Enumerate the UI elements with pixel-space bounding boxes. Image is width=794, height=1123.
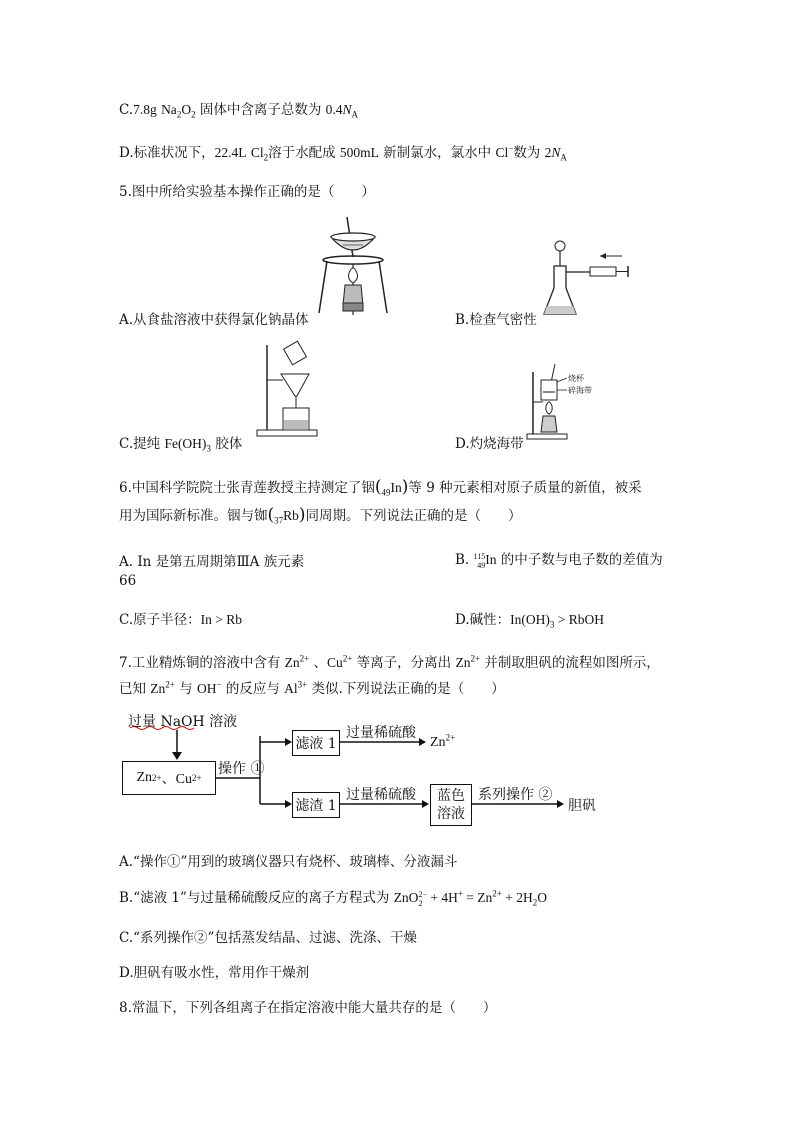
figure-filtration bbox=[253, 340, 323, 440]
figure-label-kelp: 碎海带 bbox=[568, 386, 592, 395]
q4-option-c: C.7.8g $Na_2O_2$ 固体中含离子总数为 $0.4N_A$ bbox=[119, 102, 359, 120]
q7-option-c: C.“系列操作②”包括蒸发结晶、过滤、洗涤、干燥 bbox=[119, 930, 417, 946]
q6-option-c: C.原子半径：In > Rb bbox=[119, 612, 243, 628]
figure-airtightness bbox=[540, 238, 632, 324]
flow-filtrate-box: 滤液 1 bbox=[292, 730, 340, 756]
q6-option-a: A. In 是第五周期第ⅢA 族元素 bbox=[119, 554, 305, 570]
q7-option-b: B.“滤液 1”与过量稀硫酸反应的离子方程式为 ZnO2− $2 + 4H^+ = Zn^{2+} + 2H_2O$ bbox=[119, 888, 547, 908]
q6-stem-line1: 6.中国科学院院士张青莲教授主持测定了铟$(_{49}In)$等 9 种元素相对原子质量的新值，被采 bbox=[119, 477, 642, 498]
q5-option-c: C.提纯 $Fe(OH)_3$ 胶体 bbox=[119, 436, 243, 454]
flow-start-box: Zn 2+ 、Cu 2+ bbox=[122, 761, 216, 795]
q5-stem: 5.图中所给实验基本操作正确的是（ ） bbox=[119, 184, 375, 200]
q6-option-b-cont: 66 bbox=[119, 573, 137, 589]
flow-acid-bottom: 过量稀硫酸 bbox=[346, 787, 416, 803]
q7-option-d: D.胆矾有吸水性，常用作干燥剂 bbox=[119, 965, 310, 981]
q6-option-b: B. 115 49In 的中子数与电子数的差值为 bbox=[455, 551, 663, 570]
q7-option-a: A.“操作①”用到的玻璃仪器只有烧杯、玻璃棒、分液漏斗 bbox=[119, 854, 458, 870]
q4-option-d: D.标准状况下，22.4L $Cl_2$溶于水配成 500mL 新制氯水，氯水中 Cl−数为 $2N_A$ bbox=[119, 143, 567, 163]
flow-reagent-label: 过量 NaOH 溶液 bbox=[128, 714, 238, 730]
figure-label-beaker: 烧杯 bbox=[568, 374, 584, 383]
q7-stem-line1: 7.工业精炼铜的溶液中含有 $Zn^{2+}$ 、$Cu^{2+}$ 等离子，分离出 $Zn^{2+}$ 并制取胆矾的流程如图所示， bbox=[119, 653, 660, 671]
flow-product-zn: $Zn^{2+}$ bbox=[430, 732, 456, 750]
q6-stem-line2: 用为国际新标准。铟与铷$(_{37}Rb)$同周期。下列说法正确的是（ ） bbox=[119, 505, 522, 526]
figure-burning-kelp bbox=[525, 362, 603, 442]
q8-stem: 8.常温下，下列各组离子在指定溶液中能大量共存的是（ ） bbox=[119, 1000, 497, 1016]
q5-option-d: D.灼烧海带 bbox=[455, 436, 524, 452]
q7-flowchart bbox=[120, 708, 620, 833]
q5-option-b: B.检查气密性 bbox=[455, 312, 537, 328]
q5-option-a: A.从食盐溶液中获得氯化钠晶体 bbox=[119, 312, 309, 328]
q6-option-d: D.碱性：$In(OH)_3$ > RbOH bbox=[455, 612, 605, 630]
q7-stem-line2: 已知 $Zn^{2+}$ 与 OH− 的反应与 $Al^{3+}$ 类似.下列说法正确的是（ ） bbox=[119, 679, 505, 697]
flow-product-vitriol: 胆矾 bbox=[568, 798, 596, 814]
figure-evaporation bbox=[313, 215, 393, 320]
flow-residue-box: 滤渣 1 bbox=[292, 792, 340, 818]
flow-blue-solution-box: 蓝色 溶液 bbox=[430, 784, 472, 826]
flow-operation-1: 操作 ① bbox=[218, 761, 265, 777]
flow-acid-top: 过量稀硫酸 bbox=[346, 725, 416, 741]
flow-operation-2: 系列操作 ② bbox=[478, 787, 553, 803]
